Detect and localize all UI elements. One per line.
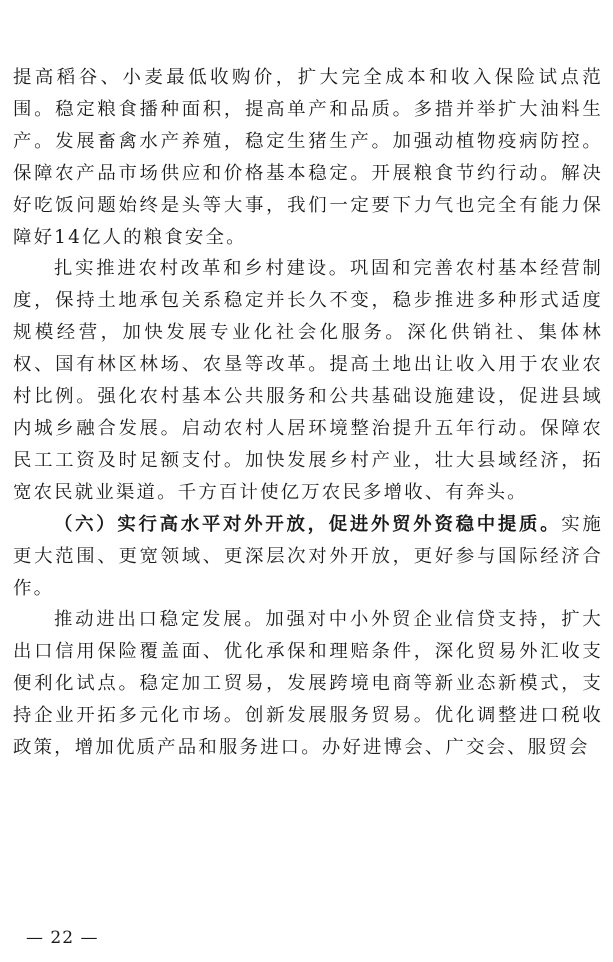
document-body bbox=[13, 62, 603, 764]
paragraph-opening-up-text: 实施更大范围、更宽领域、更深层次对外开放，更好参与国际经济合作。 bbox=[13, 513, 603, 599]
paragraph-rural-reform: 扎实推进农村改革和乡村建设。巩固和完善农村基本经营制度，保持土地承包关系稳定并长久不变，稳步推进多种形式适度规模经营，加快发展专业化社会化服务。深化供销社、集体林权、国有林区林场、农垦等改革。提高土地出让收入用于农业农村比例。强化农村基本公共服务和公共基础设施建设，促进县域内城乡融合发展。启动农村人居环境整治提升五年行动。保障农民工工资及时足额支付。加快发展乡村产业，壮大县域经济，拓宽农民就业渠道。千方百计使亿万农民多增收、有奔头。 bbox=[13, 258, 603, 503]
paragraph-opening-up bbox=[13, 509, 603, 605]
paragraph-grain-policy: 提高稻谷、小麦最低收购价，扩大完全成本和收入保险试点范围。稳定粮食播种面积，提高单产和品质。多措并举扩大油料生产。发展畜禽水产养殖，稳定生猪生产。加强动植物疫病防控。保障农产品市场供应和价格基本稳定。开展粮食节约行动。解决好吃饭问题始终是头等大事，我们一定要下力气也完全有能力保障好14亿人的粮食安全。 bbox=[13, 67, 603, 248]
section-heading-six: （六）实行高水平对外开放，促进外贸外资稳中提质。 bbox=[54, 513, 562, 535]
page-number: — 22 — bbox=[26, 928, 99, 948]
paragraph-import-export: 推动进出口稳定发展。加强对中小外贸企业信贷支持，扩大出口信用保险覆盖面、优化承保和理赔条件，深化贸易外汇收支便利化试点。稳定加工贸易，发展跨境电商等新业态新模式，支持企业开拓多元化市场。创新发展服务贸易。优化调整进口税收政策，增加优质产品和服务进口。办好进博会、广交会、服贸会 bbox=[13, 609, 603, 759]
